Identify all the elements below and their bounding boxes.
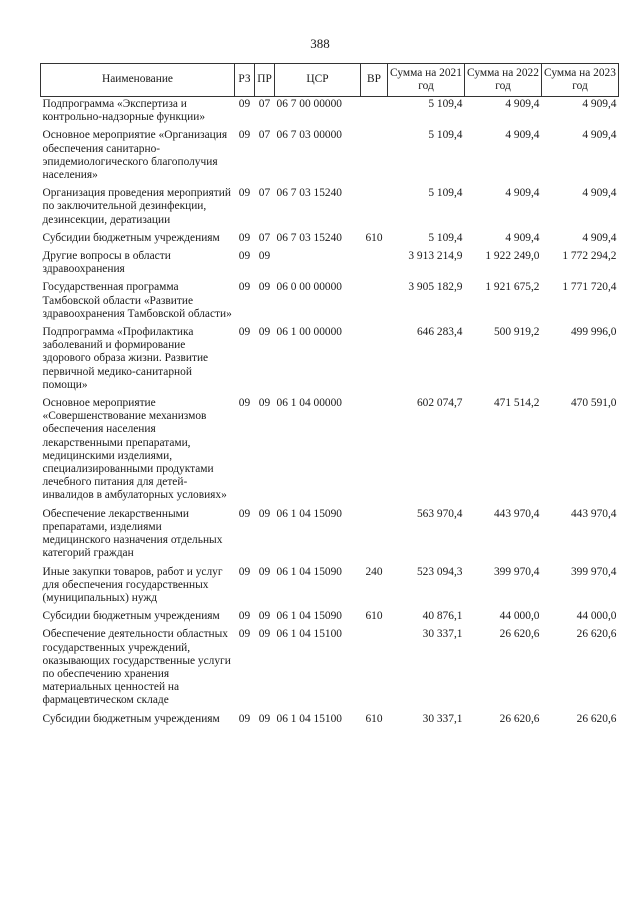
- row-csr: 06 1 04 15100: [276, 712, 342, 725]
- table-row: [41, 128, 619, 186]
- row-csr: 06 1 04 15090: [276, 507, 342, 520]
- budget-table: [40, 63, 619, 730]
- row-sum-2022: 500 919,2: [493, 326, 540, 339]
- row-pr: 09: [258, 610, 271, 623]
- row-pr: 09: [258, 397, 271, 410]
- row-vr: [361, 280, 388, 325]
- row-csr: 06 7 03 15240: [276, 187, 342, 200]
- row-csr: 06 1 00 00000: [276, 326, 342, 339]
- row-name: Обеспечение деятельности областных государственных учреждений, оказывающих государственные услуги по обеспечению хранения материальных ценностей на фармацевтическом складе: [42, 628, 231, 707]
- row-sum-2021: 40 876,1: [422, 610, 463, 623]
- table-row: [41, 627, 619, 711]
- row-csr: [275, 249, 361, 280]
- table-row: [41, 565, 619, 610]
- row-sum-2022: 443 970,4: [493, 507, 540, 520]
- row-sum-2022: 471 514,2: [493, 397, 540, 410]
- row-pr: 07: [258, 98, 271, 110]
- header-rz: РЗ: [235, 64, 255, 97]
- row-rz: 09: [238, 98, 251, 110]
- header-name: Наименование: [41, 64, 235, 97]
- header-row: [41, 64, 619, 97]
- row-rz: 09: [238, 712, 251, 725]
- row-sum-2023: 1 772 294,2: [562, 250, 617, 263]
- row-sum-2021: 5 109,4: [428, 187, 463, 200]
- row-sum-2022: 4 909,4: [505, 98, 540, 110]
- row-sum-2022: 4 909,4: [505, 129, 540, 142]
- row-sum-2023: 4 909,4: [582, 187, 617, 200]
- row-sum-2021: 602 074,7: [416, 397, 463, 410]
- row-sum-2023: 26 620,6: [576, 628, 617, 641]
- header-vr: ВР: [361, 64, 388, 97]
- row-sum-2021: 30 337,1: [422, 628, 463, 641]
- row-csr: 06 0 00 00000: [276, 281, 342, 294]
- table-row: [41, 249, 619, 280]
- row-rz: 09: [238, 507, 251, 520]
- row-vr: [361, 507, 388, 565]
- row-sum-2022: 4 909,4: [505, 187, 540, 200]
- row-sum-2023: 44 000,0: [576, 610, 617, 623]
- row-rz: 09: [238, 610, 251, 623]
- row-sum-2021: 30 337,1: [422, 712, 463, 725]
- row-sum-2023: 4 909,4: [582, 129, 617, 142]
- row-pr: 09: [258, 250, 271, 263]
- row-sum-2022: 399 970,4: [493, 565, 540, 578]
- row-name: Подпрограмма «Экспертиза и контрольно-надзорные функции»: [42, 98, 206, 124]
- row-sum-2023: 4 909,4: [582, 98, 617, 110]
- table-row: [41, 97, 619, 129]
- row-rz: 09: [238, 281, 251, 294]
- row-pr: 07: [258, 129, 271, 142]
- row-name: Государственная программа Тамбовской области «Развитие здравоохранения Тамбовской области»: [42, 281, 232, 320]
- row-rz: 09: [238, 565, 251, 578]
- row-sum-2022: 1 922 249,0: [485, 250, 540, 263]
- row-name: Обеспечение лекарственными препаратами, изделиями медицинского назначения отдельных категорий граждан: [42, 507, 223, 560]
- row-pr: 09: [258, 281, 271, 294]
- row-name: Основное мероприятие «Совершенствование механизмов обеспечения населения лекарственными препаратами, медицинскими изделиями, специализированными продуктами лечебного питания для детей-инвалидов в амбулаторных условиях»: [42, 397, 227, 502]
- row-sum-2021: 5 109,4: [428, 231, 463, 244]
- row-rz: 09: [238, 628, 251, 641]
- row-csr: 06 1 04 15100: [276, 628, 342, 641]
- row-pr: 09: [258, 628, 271, 641]
- row-sum-2023: 470 591,0: [570, 397, 617, 410]
- row-sum-2023: 399 970,4: [570, 565, 617, 578]
- row-name: Иные закупки товаров, работ и услуг для обеспечения государственных (муниципальных) нужд: [42, 565, 223, 604]
- row-name: Другие вопросы в области здравоохранения: [42, 250, 171, 276]
- row-csr: 06 7 00 00000: [276, 98, 342, 110]
- row-pr: 09: [258, 326, 271, 339]
- row-pr: 07: [258, 187, 271, 200]
- row-vr: [361, 627, 388, 711]
- row-csr: 06 1 04 00000: [276, 397, 342, 410]
- table-row: [41, 712, 619, 730]
- row-name: Субсидии бюджетным учреждениям: [42, 712, 220, 725]
- row-sum-2023: 443 970,4: [570, 507, 617, 520]
- header-csr: ЦСР: [275, 64, 361, 97]
- row-rz: 09: [238, 129, 251, 142]
- row-rz: 09: [238, 187, 251, 200]
- table-row: [41, 186, 619, 231]
- row-sum-2022: 1 921 675,2: [485, 281, 540, 294]
- row-pr: 09: [258, 712, 271, 725]
- row-sum-2022: 4 909,4: [505, 231, 540, 244]
- row-csr: 06 7 03 15240: [276, 231, 342, 244]
- row-vr: 610: [365, 712, 383, 725]
- table-row: [41, 325, 619, 396]
- row-vr: 240: [365, 565, 383, 578]
- row-pr: 07: [258, 231, 271, 244]
- row-sum-2021: 5 109,4: [428, 98, 463, 110]
- row-sum-2021: 3 913 214,9: [408, 250, 463, 263]
- row-vr: 610: [365, 610, 383, 623]
- row-sum-2023: 1 771 720,4: [562, 281, 617, 294]
- row-vr: [361, 97, 388, 129]
- table-row: [41, 280, 619, 325]
- row-sum-2021: 563 970,4: [416, 507, 463, 520]
- row-rz: 09: [238, 250, 251, 263]
- row-sum-2021: 523 094,3: [416, 565, 463, 578]
- row-csr: 06 7 03 00000: [276, 129, 342, 142]
- row-pr: 09: [258, 507, 271, 520]
- row-vr: [361, 128, 388, 186]
- header-pr: ПР: [255, 64, 275, 97]
- header-sum-2021: Сумма на 2021 год: [388, 64, 465, 97]
- row-rz: 09: [238, 397, 251, 410]
- row-sum-2023: 499 996,0: [570, 326, 617, 339]
- table-row: [41, 396, 619, 507]
- row-sum-2021: 5 109,4: [428, 129, 463, 142]
- row-vr: [361, 396, 388, 507]
- row-vr: [361, 325, 388, 396]
- row-rz: 09: [238, 231, 251, 244]
- row-sum-2022: 26 620,6: [499, 712, 540, 725]
- row-csr: 06 1 04 15090: [276, 565, 342, 578]
- row-vr: [361, 186, 388, 231]
- row-sum-2023: 26 620,6: [576, 712, 617, 725]
- row-sum-2021: 646 283,4: [416, 326, 463, 339]
- table-row: [41, 507, 619, 565]
- row-sum-2023: 4 909,4: [582, 231, 617, 244]
- row-name: Основное мероприятие «Организация обеспечения санитарно-эпидемиологического благополучия населения»: [42, 129, 228, 182]
- row-pr: 09: [258, 565, 271, 578]
- header-sum-2023: Сумма на 2023 год: [542, 64, 619, 97]
- row-vr: 610: [365, 231, 383, 244]
- table-row: [41, 609, 619, 627]
- row-sum-2022: 44 000,0: [499, 610, 540, 623]
- table-row: [41, 231, 619, 249]
- page-number: 388: [310, 36, 330, 51]
- row-name: Субсидии бюджетным учреждениям: [42, 231, 220, 244]
- row-vr: [361, 249, 388, 280]
- row-csr: 06 1 04 15090: [276, 610, 342, 623]
- row-name: Организация проведения мероприятий по заключительной дезинфекции, дезинсекции, дератизации: [42, 187, 231, 226]
- row-name: Субсидии бюджетным учреждениям: [42, 610, 220, 623]
- row-sum-2021: 3 905 182,9: [408, 281, 463, 294]
- row-sum-2022: 26 620,6: [499, 628, 540, 641]
- row-name: Подпрограмма «Профилактика заболеваний и формирование здорового образа жизни. Развитие первичной медико-санитарной помощи»: [42, 326, 209, 391]
- header-sum-2022: Сумма на 2022 год: [465, 64, 542, 97]
- row-rz: 09: [238, 326, 251, 339]
